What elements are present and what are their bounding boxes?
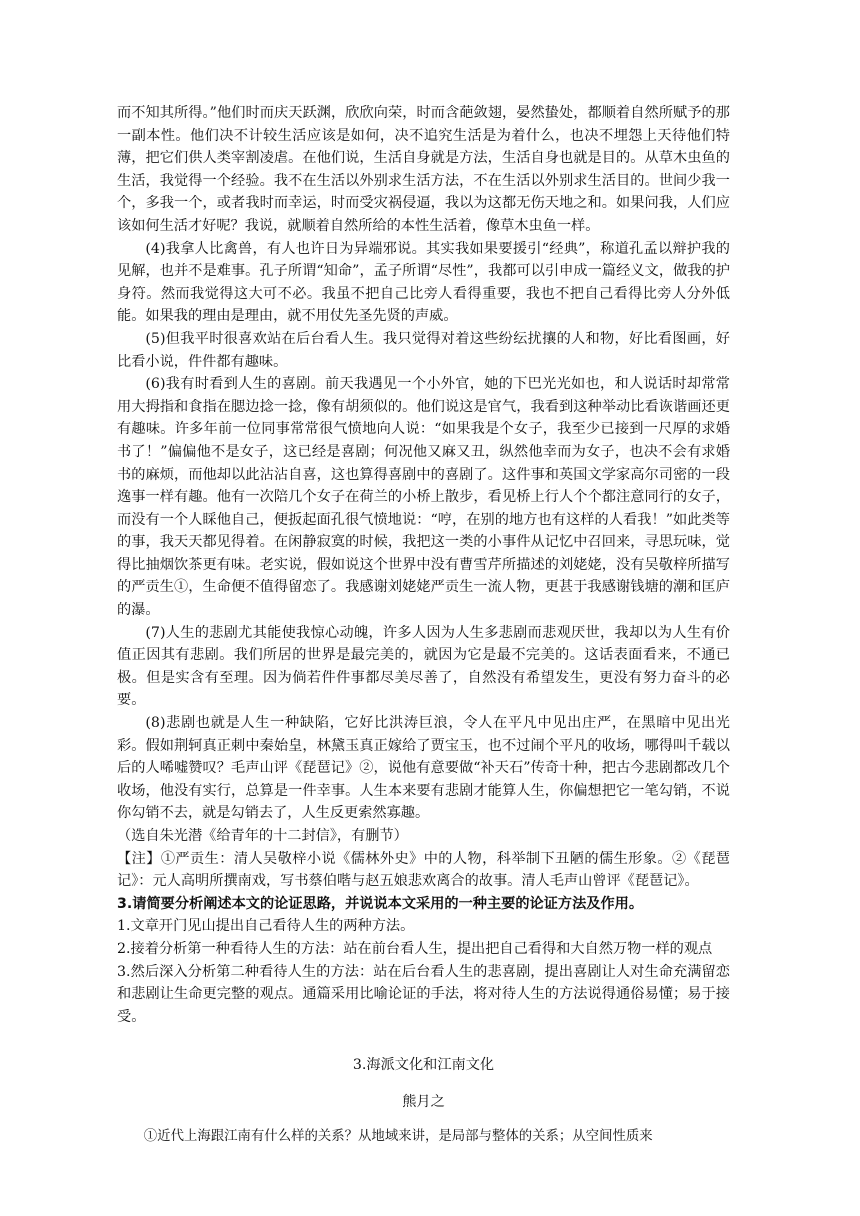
- document-page: [117, 102, 730, 1148]
- answer-point-2: 2.接着分析第一种看待人生的方法：站在前台看人生，提出把自己看得和大自然万物一样的观点: [117, 940, 713, 957]
- article-source: （选自朱光潜《给青年的十二封信》，有删节）: [117, 828, 408, 844]
- article-paragraph-8: (8)悲剧也就是人生一种缺陷，它好比洪涛巨浪，令人在平凡中见出庄严，在黑暗中见出光彩。假如荆轲真正刺中秦始皇，林黛玉真正嫁给了贾宝玉，也不过闹个平凡的收场，哪得叫千载以后的人唏嘘赞叹？毛声山评《琵琶记》②，说他有意要做“补天石”传奇十种，把古今悲剧都改几个收场，他没有实行，总算是一件幸事。人生本来要有悲剧才能算人生，你偏想把它一笔勾销，不说你勾销不去，就是勾销去了，人生反更索然寡趣。: [117, 715, 730, 822]
- question-3: 3.请简要分析阐述本文的论证思路，并说说本文采用的一种主要的论证方法及作用。: [117, 895, 644, 912]
- next-article-paragraph-1: ①近代上海跟江南有什么样的关系？从地域来讲，是局部与整体的关系；从空间性质来: [143, 1128, 653, 1144]
- answer-point-1: 1.文章开门见山提出自己看待人生的两种方法。: [117, 918, 415, 935]
- next-article-author: 熊月之: [402, 1093, 445, 1110]
- article-paragraph-5: (5)但我平时很喜欢站在后台看人生。我只觉得对着这些纷纭扰攘的人和物，好比看图画，好比看小说，件件都有趣味。: [117, 330, 730, 370]
- article-paragraph-7: (7)人生的悲剧尤其能使我惊心动魄，许多人因为人生多悲剧而悲观厌世，我却以为人生有价值正因其有悲剧。我们所居的世界是最完美的，就因为它是最不完美的。这话表面看来，不通已极。但是实含有至理。因为倘若件件事都尽美尽善了，自然没有希望发生，更没有努力奋斗的必要。: [117, 624, 730, 709]
- answer-point-3: 3.然后深入分析第二种看待人生的方法：站在后台看人生的悲喜剧，提出喜剧让人对生命充满留恋和悲剧让生命更完整的观点。通篇采用比喻论证的手法，将对待人生的方法说得通俗易懂；易于接受。: [117, 963, 730, 1025]
- article-paragraph-6: (6)我有时看到人生的喜剧。前天我遇见一个小外官，她的下巴光光如也，和人说话时却常常用大拇指和食指在腮边捻一捻，像有胡须似的。他们说这是官气，我看到这种举动比看诙谐画还更有趣味。许多年前一位同事常常很气愤地向人说：“如果我是个女子，我至少已接到一尺厚的求婚书了！”偏偏他不是女子，这已经是喜剧；何况他又麻又丑，纵然他幸而为女子，也决不会有求婚书的麻烦，而他却以此沾沾自喜，这也算得喜剧中的喜剧了。这件事和英国文学家高尔司密的一段逸事一样有趣。他有一次陪几个女子在荷兰的小桥上散步，看见桥上行人个个都注意同行的女子，而没有一个人睬他自己，便扳起面孔很气愤地说：“哼，在别的地方也有这样的人看我！”如此类等的事，我天天都见得着。在闲静寂寞的时候，我把这一类的小事件从记忆中召回来，寻思玩味，觉得比抽烟饮茶更有味。老实说，假如说这个世界中没有曹雪芹所描述的刘姥姥，没有吴敬梓所描写的严贡生①，生命便不值得留恋了。我感谢刘姥姥严贡生一流人物，更甚于我感谢钱塘的潮和匡庐的瀑。: [117, 376, 730, 619]
- article-note: 【注】①严贡生：清人吴敬梓小说《儒林外史》中的人物，科举制下丑陋的儒生形象。②《琵琶记》：元人高明所撰南戏，写书蔡伯喈与赵五娘悲欢离合的故事。清人毛声山曾评《琵琶记》。: [117, 850, 730, 890]
- next-article-title: 3.海派文化和江南文化: [352, 1057, 495, 1074]
- article-paragraph-intro: 而不知其所得。”他们时而庆天跃渊，欣欣向荣，时而含葩敛翅，晏然蛰处，都顺着自然所赋予的那一副本性。他们决不计较生活应该是如何，决不追究生活是为着什么，也决不埋怨上天待他们特薄，把它们供人类宰割凌虐。在他们说，生活自身就是方法，生活自身也就是目的。从草木虫鱼的生活，我觉得一个经验。我不在生活以外别求生活方法，不在生活以外别求生活目的。世间少我一个，多我一个，或者我时而幸运，时而受灾祸侵逼，我以为这都无伤天地之和。如果问我，人们应该如何生活才好呢？我说，就顺着自然所给的本性生活着，像草木虫鱼一样。: [117, 105, 730, 234]
- article-paragraph-4: (4)我拿人比禽兽，有人也许日为异端邪说。其实我如果要援引“经典”，称道孔孟以辩护我的见解，也并不是难事。孔子所谓“知命”，孟子所谓“尽性”，我都可以引申成一篇经义文，做我的护身符。然而我觉得这大可不必。我虽不把自己比旁人看得重要，我也不把自己看得比旁人分外低能。如果我的理由是理由，就不用仗先圣先贤的声威。: [117, 240, 730, 325]
